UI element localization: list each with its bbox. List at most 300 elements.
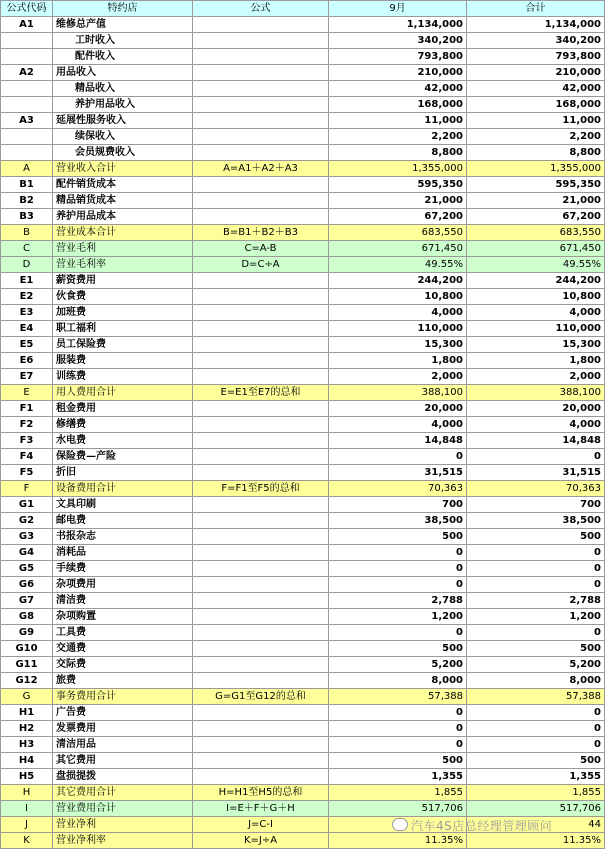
cell-name[interactable]: 职工福利 [53, 321, 193, 337]
cell-formula[interactable] [193, 417, 329, 433]
cell-code[interactable]: A1 [1, 17, 53, 33]
cell-month[interactable]: 20,000 [329, 401, 467, 417]
cell-formula[interactable] [193, 33, 329, 49]
cell-formula[interactable] [193, 497, 329, 513]
cell-name[interactable]: 修缮费 [53, 417, 193, 433]
cell-formula[interactable]: E=E1至E7的总和 [193, 385, 329, 401]
cell-code[interactable]: H1 [1, 705, 53, 721]
cell-total[interactable]: 500 [467, 529, 605, 545]
cell-code[interactable]: F [1, 481, 53, 497]
cell-total[interactable]: 2,788 [467, 593, 605, 609]
cell-month[interactable]: 49.55% [329, 257, 467, 273]
cell-name[interactable]: 营业净利率 [53, 833, 193, 849]
cell-total[interactable]: 210,000 [467, 65, 605, 81]
cell-month[interactable]: 340,200 [329, 33, 467, 49]
cell-total[interactable]: 0 [467, 561, 605, 577]
cell-month[interactable]: 168,000 [329, 97, 467, 113]
cell-code[interactable]: E6 [1, 353, 53, 369]
table-row [1, 433, 605, 449]
cell-name[interactable]: 手续费 [53, 561, 193, 577]
cell-total[interactable]: 2,200 [467, 129, 605, 145]
cell-month[interactable]: 1,800 [329, 353, 467, 369]
cell-code[interactable]: G3 [1, 529, 53, 545]
cell-name[interactable]: 延展性服务收入 [53, 113, 193, 129]
cell-total[interactable]: 0 [467, 705, 605, 721]
cell-formula[interactable] [193, 561, 329, 577]
cell-name[interactable]: 杂项费用 [53, 577, 193, 593]
cell-total[interactable]: 1,134,000 [467, 17, 605, 33]
cell-total[interactable]: 20,000 [467, 401, 605, 417]
cell-total[interactable]: 0 [467, 625, 605, 641]
cell-formula[interactable] [193, 641, 329, 657]
table-row [1, 385, 605, 401]
cell-month[interactable]: 10,800 [329, 289, 467, 305]
cell-name[interactable]: 配件收入 [53, 49, 193, 65]
cell-name[interactable]: 配件销货成本 [53, 177, 193, 193]
cell-month[interactable]: 500 [329, 753, 467, 769]
cell-month[interactable]: 683,550 [329, 225, 467, 241]
cell-total[interactable]: 168,000 [467, 97, 605, 113]
cell-total[interactable]: 14,848 [467, 433, 605, 449]
cell-code[interactable]: F1 [1, 401, 53, 417]
cell-total[interactable]: 2,000 [467, 369, 605, 385]
cell-month[interactable]: 11.35% [329, 833, 467, 849]
cell-code[interactable]: G [1, 689, 53, 705]
cell-month[interactable]: 14,848 [329, 433, 467, 449]
table-row [1, 97, 605, 113]
cell-code[interactable] [1, 49, 53, 65]
table-row [1, 801, 605, 817]
cell-total[interactable]: 793,800 [467, 49, 605, 65]
cell-code[interactable] [1, 129, 53, 145]
cell-code[interactable]: H4 [1, 753, 53, 769]
cell-name[interactable]: 盘损提拨 [53, 769, 193, 785]
cell-total[interactable]: 31,515 [467, 465, 605, 481]
cell-formula[interactable] [193, 273, 329, 289]
table-row [1, 833, 605, 849]
cell-name[interactable]: 杂项购置 [53, 609, 193, 625]
cell-formula[interactable] [193, 401, 329, 417]
cell-formula[interactable] [193, 769, 329, 785]
cell-month[interactable]: 2,200 [329, 129, 467, 145]
cell-month[interactable]: 0 [329, 625, 467, 641]
cell-month[interactable]: 500 [329, 641, 467, 657]
cell-name[interactable]: 消耗品 [53, 545, 193, 561]
cell-code[interactable] [1, 145, 53, 161]
header-total[interactable]: 合计 [467, 1, 605, 17]
cell-name[interactable]: 交通费 [53, 641, 193, 657]
cell-total[interactable]: 388,100 [467, 385, 605, 401]
cell-total[interactable]: 38,500 [467, 513, 605, 529]
cell-month[interactable]: 2,788 [329, 593, 467, 609]
cell-total[interactable]: 4,000 [467, 305, 605, 321]
cell-code[interactable]: H2 [1, 721, 53, 737]
cell-month[interactable]: 110,000 [329, 321, 467, 337]
cell-month[interactable]: 517,706 [329, 801, 467, 817]
cell-code[interactable]: H [1, 785, 53, 801]
cell-total[interactable]: 517,706 [467, 801, 605, 817]
table-row [1, 129, 605, 145]
cell-total[interactable]: 8,800 [467, 145, 605, 161]
cell-month[interactable]: 1,355,000 [329, 161, 467, 177]
cell-total[interactable]: 1,800 [467, 353, 605, 369]
cell-code[interactable]: F2 [1, 417, 53, 433]
header-row [1, 1, 605, 17]
cell-total[interactable]: 70,363 [467, 481, 605, 497]
wechat-icon [392, 818, 408, 831]
cell-code[interactable]: C [1, 241, 53, 257]
table-row [1, 513, 605, 529]
cell-name[interactable]: 旅费 [53, 673, 193, 689]
cell-formula[interactable] [193, 513, 329, 529]
cell-code[interactable]: I [1, 801, 53, 817]
cell-total[interactable]: 700 [467, 497, 605, 513]
cell-code[interactable]: G2 [1, 513, 53, 529]
cell-total[interactable]: 340,200 [467, 33, 605, 49]
cell-total[interactable]: 4,000 [467, 417, 605, 433]
cell-code[interactable]: G9 [1, 625, 53, 641]
cell-formula[interactable] [193, 81, 329, 97]
cell-name[interactable]: 书报杂志 [53, 529, 193, 545]
cell-code[interactable]: G11 [1, 657, 53, 673]
cell-code[interactable]: G8 [1, 609, 53, 625]
cell-month[interactable]: 11,000 [329, 113, 467, 129]
header-code[interactable]: 公式代码 [1, 1, 53, 17]
cell-formula[interactable]: I=E＋F＋G＋H [193, 801, 329, 817]
cell-formula[interactable]: F=F1至F5的总和 [193, 481, 329, 497]
cell-formula[interactable] [193, 289, 329, 305]
cell-name[interactable]: 租金费用 [53, 401, 193, 417]
header-name[interactable]: 特约店 [53, 1, 193, 17]
cell-formula[interactable]: K=J÷A [193, 833, 329, 849]
cell-code[interactable]: E5 [1, 337, 53, 353]
table-row [1, 81, 605, 97]
cell-code[interactable]: A2 [1, 65, 53, 81]
cell-code[interactable]: D [1, 257, 53, 273]
cell-month[interactable]: 0 [329, 545, 467, 561]
cell-name[interactable]: 养护用品收入 [53, 97, 193, 113]
cell-formula[interactable] [193, 129, 329, 145]
cell-name[interactable]: 营业费用合计 [53, 801, 193, 817]
cell-name[interactable]: 事务费用合计 [53, 689, 193, 705]
cell-name[interactable]: 广告费 [53, 705, 193, 721]
cell-name[interactable]: 用人费用合计 [53, 385, 193, 401]
cell-month[interactable]: 0 [329, 705, 467, 721]
cell-code[interactable]: G4 [1, 545, 53, 561]
cell-name[interactable]: 员工保险费 [53, 337, 193, 353]
cell-month[interactable]: 210,000 [329, 65, 467, 81]
cell-name[interactable]: 薪资费用 [53, 273, 193, 289]
cell-total[interactable]: 15,300 [467, 337, 605, 353]
table-row [1, 177, 605, 193]
cell-total[interactable]: 21,000 [467, 193, 605, 209]
cell-total[interactable]: 5,200 [467, 657, 605, 673]
cell-month[interactable]: 671,450 [329, 241, 467, 257]
cell-code[interactable] [1, 81, 53, 97]
table-row [1, 673, 605, 689]
cell-formula[interactable] [193, 577, 329, 593]
cell-formula[interactable] [193, 433, 329, 449]
table-row [1, 49, 605, 65]
cell-total[interactable]: 500 [467, 641, 605, 657]
cell-month[interactable]: 38,500 [329, 513, 467, 529]
table-row [1, 321, 605, 337]
cell-formula[interactable] [193, 449, 329, 465]
cell-month[interactable]: 8,000 [329, 673, 467, 689]
cell-name[interactable]: 加班费 [53, 305, 193, 321]
cell-code[interactable]: A3 [1, 113, 53, 129]
table-row [1, 577, 605, 593]
cell-name[interactable]: 营业毛利率 [53, 257, 193, 273]
cell-formula[interactable]: G=G1至G12的总和 [193, 689, 329, 705]
cell-code[interactable]: G6 [1, 577, 53, 593]
cell-month[interactable]: 0 [329, 721, 467, 737]
cell-code[interactable]: J [1, 817, 53, 833]
cell-formula[interactable] [193, 657, 329, 673]
cell-formula[interactable] [193, 609, 329, 625]
cell-code[interactable]: F4 [1, 449, 53, 465]
cell-code[interactable]: F5 [1, 465, 53, 481]
cell-total[interactable]: 1,200 [467, 609, 605, 625]
cell-name[interactable]: 用品收入 [53, 65, 193, 81]
cell-month[interactable]: 8,800 [329, 145, 467, 161]
cell-code[interactable]: B [1, 225, 53, 241]
cell-name[interactable]: 营业收入合计 [53, 161, 193, 177]
cell-formula[interactable] [193, 209, 329, 225]
cell-total[interactable]: 49.55% [467, 257, 605, 273]
cell-formula[interactable] [193, 321, 329, 337]
cell-code[interactable]: F3 [1, 433, 53, 449]
cell-code[interactable]: E4 [1, 321, 53, 337]
table-row [1, 465, 605, 481]
cell-month[interactable]: 700 [329, 497, 467, 513]
cell-formula[interactable] [193, 177, 329, 193]
cell-name[interactable]: 会员规费收入 [53, 145, 193, 161]
cell-total[interactable]: 1,855 [467, 785, 605, 801]
cell-name[interactable]: 其它费用 [53, 753, 193, 769]
header-formula[interactable]: 公式 [193, 1, 329, 17]
table-row [1, 497, 605, 513]
cell-formula[interactable]: A=A1＋A2＋A3 [193, 161, 329, 177]
cell-code[interactable]: E1 [1, 273, 53, 289]
table-row [1, 609, 605, 625]
cell-month[interactable]: 2,000 [329, 369, 467, 385]
cell-total[interactable]: 500 [467, 753, 605, 769]
table-row [1, 401, 605, 417]
cell-month[interactable]: 67,200 [329, 209, 467, 225]
cell-total[interactable]: 1,355,000 [467, 161, 605, 177]
cell-formula[interactable]: J=C-I [193, 817, 329, 833]
cell-total[interactable]: 8,000 [467, 673, 605, 689]
table-row [1, 785, 605, 801]
cell-code[interactable]: G12 [1, 673, 53, 689]
cell-month[interactable]: 57,388 [329, 689, 467, 705]
cell-name[interactable]: 交际费 [53, 657, 193, 673]
cell-name[interactable]: 文具印刷 [53, 497, 193, 513]
cell-month[interactable]: 0 [329, 577, 467, 593]
cell-month[interactable]: 4,000 [329, 305, 467, 321]
cell-code[interactable]: E2 [1, 289, 53, 305]
cell-name[interactable]: 续保收入 [53, 129, 193, 145]
cell-name[interactable]: 其它费用合计 [53, 785, 193, 801]
cell-code[interactable]: H3 [1, 737, 53, 753]
cell-name[interactable]: 工具费 [53, 625, 193, 641]
table-row [1, 481, 605, 497]
cell-code[interactable] [1, 97, 53, 113]
cell-formula[interactable] [193, 705, 329, 721]
cell-name[interactable]: 精品销货成本 [53, 193, 193, 209]
cell-formula[interactable]: B=B1＋B2＋B3 [193, 225, 329, 241]
cell-code[interactable]: E [1, 385, 53, 401]
cell-month[interactable]: 500 [329, 529, 467, 545]
table-row [1, 625, 605, 641]
cell-formula[interactable] [193, 369, 329, 385]
cell-month[interactable]: 70,363 [329, 481, 467, 497]
cell-formula[interactable] [193, 673, 329, 689]
table-row [1, 17, 605, 33]
cell-name[interactable]: 精品收入 [53, 81, 193, 97]
cell-formula[interactable] [193, 753, 329, 769]
table-row [1, 561, 605, 577]
cell-name[interactable]: 伙食费 [53, 289, 193, 305]
table-row [1, 417, 605, 433]
cell-code[interactable]: K [1, 833, 53, 849]
cell-month[interactable]: 595,350 [329, 177, 467, 193]
cell-name[interactable]: 营业毛利 [53, 241, 193, 257]
cell-total[interactable]: 11.35% [467, 833, 605, 849]
cell-total[interactable]: 595,350 [467, 177, 605, 193]
cell-total[interactable]: 0 [467, 737, 605, 753]
cell-code[interactable]: H5 [1, 769, 53, 785]
cell-formula[interactable]: D=C÷A [193, 257, 329, 273]
cell-formula[interactable] [193, 17, 329, 33]
cell-month[interactable]: 793,800 [329, 49, 467, 65]
cell-formula[interactable] [193, 97, 329, 113]
cell-code[interactable]: G7 [1, 593, 53, 609]
cell-formula[interactable] [193, 545, 329, 561]
cell-total[interactable]: 44 [467, 817, 605, 833]
cell-name[interactable]: 清洁费 [53, 593, 193, 609]
cell-name[interactable]: 训练费 [53, 369, 193, 385]
table-row [1, 337, 605, 353]
cell-code[interactable]: E7 [1, 369, 53, 385]
cell-total[interactable]: 10,800 [467, 289, 605, 305]
cell-code[interactable]: B2 [1, 193, 53, 209]
table-row [1, 257, 605, 273]
cell-formula[interactable] [193, 305, 329, 321]
cell-formula[interactable]: H=H1至H5的总和 [193, 785, 329, 801]
cell-formula[interactable] [193, 465, 329, 481]
cell-name[interactable]: 养护用品成本 [53, 209, 193, 225]
cell-month[interactable]: 1,200 [329, 609, 467, 625]
table-row [1, 369, 605, 385]
cell-code[interactable]: G10 [1, 641, 53, 657]
cell-month[interactable]: 1,134,000 [329, 17, 467, 33]
table-row [1, 273, 605, 289]
cell-total[interactable]: 0 [467, 545, 605, 561]
cell-name[interactable]: 发票费用 [53, 721, 193, 737]
table-row [1, 193, 605, 209]
cell-formula[interactable] [193, 593, 329, 609]
cell-total[interactable]: 244,200 [467, 273, 605, 289]
cell-month[interactable]: 0 [329, 561, 467, 577]
cell-total[interactable]: 11,000 [467, 113, 605, 129]
cell-total[interactable]: 110,000 [467, 321, 605, 337]
cell-month[interactable]: 388,100 [329, 385, 467, 401]
table-row [1, 657, 605, 673]
cell-name[interactable]: 设备费用合计 [53, 481, 193, 497]
cell-month[interactable]: 31,515 [329, 465, 467, 481]
cell-code[interactable] [1, 33, 53, 49]
cell-month[interactable]: 1,355 [329, 769, 467, 785]
cell-name[interactable]: 营业成本合计 [53, 225, 193, 241]
cell-total[interactable]: 0 [467, 449, 605, 465]
cell-formula[interactable] [193, 737, 329, 753]
cell-month[interactable]: 0 [329, 737, 467, 753]
cell-formula[interactable] [193, 145, 329, 161]
cell-month[interactable]: 244,200 [329, 273, 467, 289]
cell-formula[interactable] [193, 113, 329, 129]
cell-formula[interactable] [193, 625, 329, 641]
table-row [1, 705, 605, 721]
cell-total[interactable]: 0 [467, 577, 605, 593]
cell-code[interactable]: B1 [1, 177, 53, 193]
cell-formula[interactable] [193, 65, 329, 81]
table-row [1, 33, 605, 49]
cell-month[interactable]: 42,000 [329, 81, 467, 97]
cell-month[interactable]: 15,300 [329, 337, 467, 353]
cell-code[interactable]: E3 [1, 305, 53, 321]
cell-formula[interactable] [193, 721, 329, 737]
cell-formula[interactable] [193, 529, 329, 545]
cell-formula[interactable] [193, 337, 329, 353]
cell-month[interactable]: 5,200 [329, 657, 467, 673]
table-row [1, 145, 605, 161]
cell-code[interactable]: G5 [1, 561, 53, 577]
cell-total[interactable]: 57,388 [467, 689, 605, 705]
cell-total[interactable]: 1,355 [467, 769, 605, 785]
cell-total[interactable]: 683,550 [467, 225, 605, 241]
cell-code[interactable]: G1 [1, 497, 53, 513]
cell-month[interactable]: 0 [329, 449, 467, 465]
cell-code[interactable]: A [1, 161, 53, 177]
cell-total[interactable]: 67,200 [467, 209, 605, 225]
cell-name[interactable]: 工时收入 [53, 33, 193, 49]
cell-name[interactable]: 邮电费 [53, 513, 193, 529]
cell-formula[interactable] [193, 49, 329, 65]
cell-name[interactable]: 保险费—产险 [53, 449, 193, 465]
cell-month[interactable]: 21,000 [329, 193, 467, 209]
cell-month[interactable]: 1,855 [329, 785, 467, 801]
cell-total[interactable]: 42,000 [467, 81, 605, 97]
table-row [1, 241, 605, 257]
cell-name[interactable]: 维修总产值 [53, 17, 193, 33]
cell-formula[interactable]: C=A-B [193, 241, 329, 257]
table-body [1, 17, 605, 849]
cell-name[interactable]: 清洁用品 [53, 737, 193, 753]
cell-name[interactable]: 折旧 [53, 465, 193, 481]
cell-total[interactable]: 0 [467, 721, 605, 737]
cell-formula[interactable] [193, 193, 329, 209]
cell-name[interactable]: 水电费 [53, 433, 193, 449]
cell-total[interactable]: 671,450 [467, 241, 605, 257]
cell-code[interactable]: B3 [1, 209, 53, 225]
cell-formula[interactable] [193, 353, 329, 369]
cell-name[interactable]: 服装费 [53, 353, 193, 369]
cell-name[interactable]: 营业净利 [53, 817, 193, 833]
cell-month[interactable]: 4,000 [329, 417, 467, 433]
header-month[interactable]: 9月 [329, 1, 467, 17]
